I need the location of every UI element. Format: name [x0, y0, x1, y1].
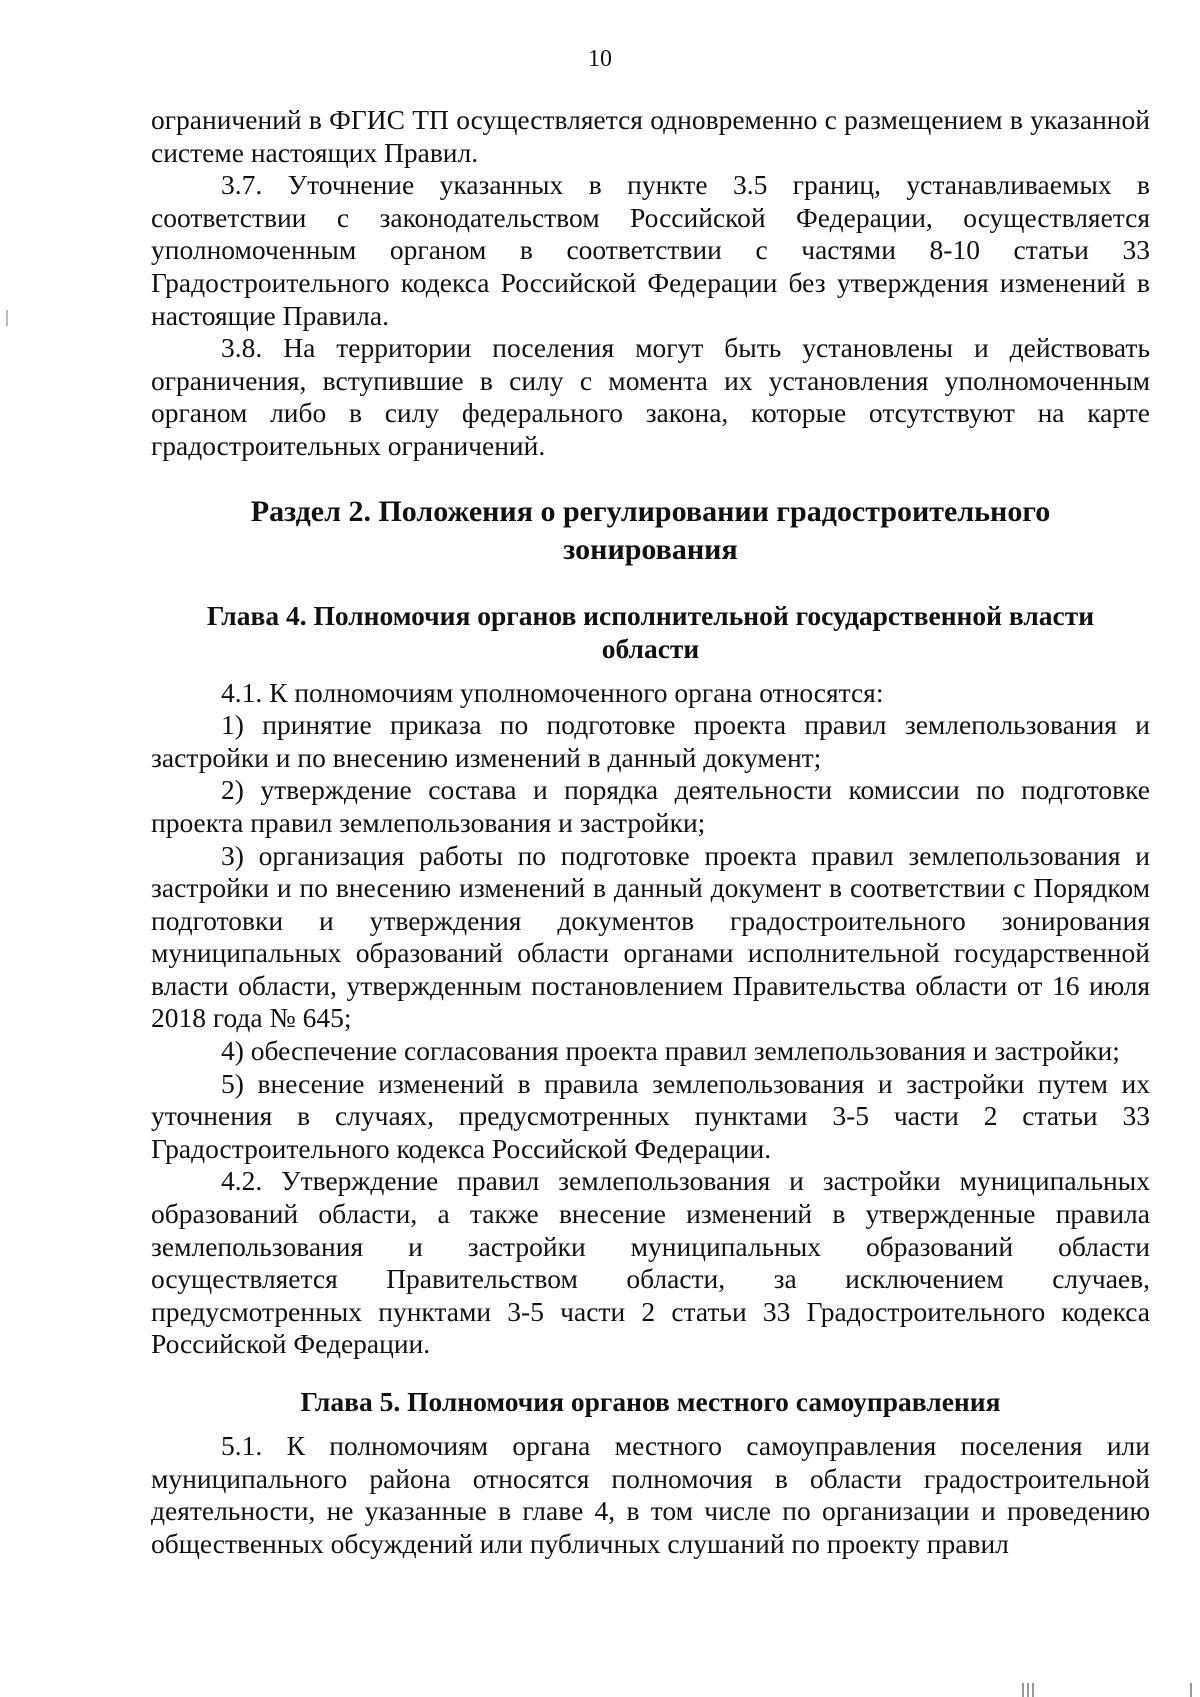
scan-artifact-mark	[1022, 1683, 1024, 1697]
document-body	[151, 104, 1150, 1560]
paragraph-3-7: 3.7. Уточнение указанных в пункте 3.5 границ, устанавливаемых в соответствии с законодательством Российской Федерации, осуществляется уполномоченным органом в соответствии с частями 8-10 статьи 33 Градостроительного кодекса Российской Федерации без утверждения изменений в настоящие Правила.	[151, 169, 1150, 331]
page-number: 10	[588, 46, 612, 72]
list-item-4-1-3: 3) организация работы по подготовке проекта правил землепользования и застройки и по внесению изменений в данный документ в соответствии с Порядком подготовки и утверждения документов градостроительного зонирования муниципальных образований области органами исполнительной государственной власти области, утвержденным постановлением Правительства области от 16 июля 2018 года № 645;	[151, 839, 1150, 1034]
scan-artifact-mark	[1027, 1683, 1029, 1697]
paragraph-3-8: 3.8. На территории поселения могут быть установлены и действовать ограничения, вступившие в силу с момента их установления уполномоченным органом либо в силу федерального закона, которые отсутствуют на карте градостроительных ограничений.	[151, 332, 1150, 461]
scan-margin-mark	[6, 310, 8, 326]
list-item-4-1-2: 2) утверждение состава и порядка деятельности комиссии по подготовке проекта правил землепользования и застройки;	[151, 774, 1150, 838]
chapter-4-title-line1: Глава 4. Полномочия органов исполнительной государственной власти	[206, 599, 1095, 631]
paragraph-4-1: 4.1. К полномочиям уполномоченного органа относятся:	[221, 676, 884, 708]
scan-artifact-mark	[1032, 1683, 1034, 1697]
paragraph-5-1: 5.1. К полномочиям органа местного самоуправления поселения или муниципального района относятся полномочия в области градостроительной деятельности, не указанные в главе 4, в том числе по организации и проведению общественных обсуждений или публичных слушаний по проекту правил	[151, 1430, 1150, 1559]
chapter-4-title-line2: области	[601, 632, 700, 664]
section-2-title	[151, 493, 1150, 569]
section-2-title-line2: зонирования	[563, 532, 738, 566]
section-2-title-line1: Раздел 2. Положения о регулировании градостроительного	[250, 494, 1051, 528]
paragraph-continuation: ограничений в ФГИС ТП осуществляется одновременно с размещением в указанной системе настоящих Правил.	[151, 104, 1150, 168]
chapter-4-title	[151, 599, 1150, 665]
chapter-5-title: Глава 5. Полномочия органов местного самоуправления	[300, 1386, 1001, 1417]
paragraph-4-2: 4.2. Утверждение правил землепользования и застройки муниципальных образований области, а также внесение изменений в утвержденные правила землепользования и застройки муниципальных образований области осуществляется Правительством области, за исключением случаев, предусмотренных пунктами 3-5 части 2 статьи 33 Градостроительного кодекса Российской Федерации.	[151, 1165, 1150, 1360]
scan-artifact-mark	[1190, 1683, 1192, 1697]
list-item-4-1-5: 5) внесение изменений в правила землепользования и застройки путем их уточнения в случаях, предусмотренных пунктами 3-5 части 2 статьи 33 Градостроительного кодекса Российской Федерации.	[151, 1067, 1150, 1164]
list-item-4-1-4: 4) обеспечение согласования проекта правил землепользования и застройки;	[221, 1035, 1120, 1067]
list-item-4-1-1: 1) принятие приказа по подготовке проекта правил землепользования и застройки и по внесению изменений в данный документ;	[151, 709, 1150, 773]
